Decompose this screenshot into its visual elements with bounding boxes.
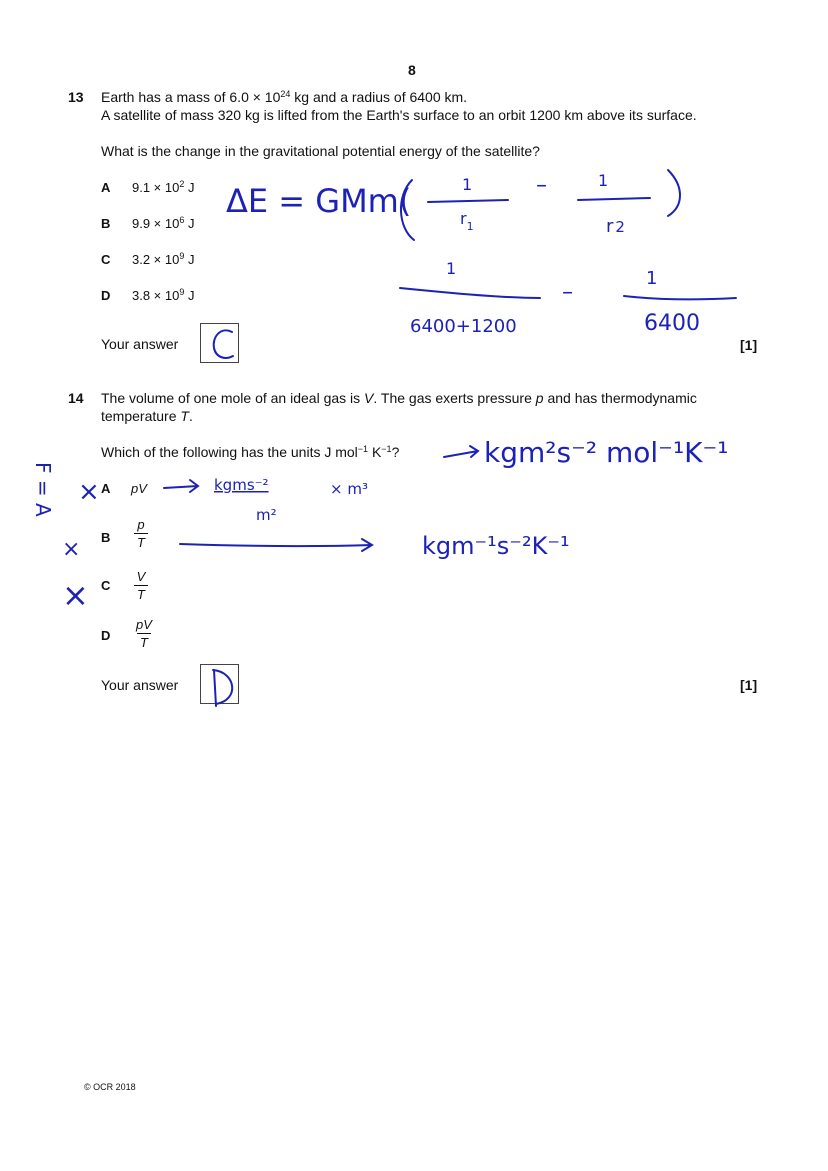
q14-option-b-arrow: [180, 539, 372, 551]
q14-option-b-units: kgm⁻¹s⁻²K⁻¹: [422, 532, 570, 560]
q14-option-d-den: T: [140, 635, 148, 650]
q14-option-c-den: T: [137, 587, 145, 602]
q13-option-c-text: $3.2 \times 10^9$ J: [132, 251, 195, 267]
q13-num-1a: 1: [462, 175, 473, 194]
q14-option-a-den: m²: [256, 506, 277, 524]
q13-minus-2: –: [562, 280, 573, 305]
q13-frac-bar-r1: [428, 200, 508, 202]
q14-cross-a: ×: [78, 477, 100, 507]
q13-num-1d: 1: [646, 268, 658, 289]
q13-line2: A satellite of mass 320 kg is lifted from the Earth's surface to an orbit 1200 km above its surface.: [101, 107, 697, 123]
q13-marks: [1]: [740, 337, 758, 353]
q14-option-a-arrow: [164, 480, 198, 492]
q13-option-d-letter: D: [101, 288, 111, 303]
q13-frac-bar-denom1: [400, 288, 540, 298]
q14-line1: The volume of one mole of an ideal gas is V. The gas exerts pressure p and has thermodynamic: [101, 390, 697, 406]
q13-option-c-letter: C: [101, 252, 111, 267]
q14-margin-formula: F = A: [31, 462, 55, 517]
q14-number: 14: [68, 390, 84, 406]
q13-handwritten-answer-c: [214, 330, 233, 358]
q13-denom-1: 6400+1200: [410, 316, 517, 337]
q13-r2: r 2: [606, 216, 625, 237]
q14-your-answer-label: Your answer: [101, 677, 179, 693]
q14-cross-c: ×: [62, 576, 89, 614]
q13-option-d-text: $3.8 \times 10^9$ J: [132, 287, 195, 303]
copyright-footer: © OCR 2018: [84, 1082, 136, 1092]
q14-option-a-times: × m³: [330, 480, 368, 498]
q14-question: Which of the following has the units J mol$^{-1}$ $K^{-1}$?: [101, 444, 400, 460]
q14-line2: temperature T.: [101, 408, 193, 424]
q14-option-a-units: kgms⁻²: [214, 476, 269, 494]
q13-line1-b: kg and a radius of 6400 km.: [290, 89, 468, 105]
q13-frac-bar-denom2: [624, 296, 736, 299]
q13-line1-a: Earth has a mass of 6.0 × 10: [101, 89, 281, 105]
q13-option-b-text: $9.9 \times 10^6$ J: [132, 215, 195, 231]
q13-frac-bar-r2: [578, 198, 650, 200]
q13-minus-1: –: [536, 173, 547, 198]
q13-num-1c: 1: [446, 259, 457, 278]
q13-close-bracket: [668, 170, 680, 216]
q13-line1-exp: 24: [280, 89, 291, 99]
q13-option-b-letter: B: [101, 216, 111, 231]
q14-option-c-letter: C: [101, 578, 111, 593]
q14-option-a-letter: A: [101, 481, 111, 496]
q14-option-d-letter: D: [101, 628, 111, 643]
q13-question: What is the change in the gravitational potential energy of the satellite?: [101, 143, 540, 159]
q14-option-a-expr: pV: [131, 481, 147, 496]
q14-marks: [1]: [740, 677, 758, 693]
q13-formula-start: ΔE = GMm(: [226, 182, 412, 220]
q13-number: 13: [68, 89, 84, 105]
q14-option-c-num: V: [136, 569, 146, 584]
q14-handwritten-answer-d: [213, 670, 232, 706]
q13-your-answer-label: Your answer: [101, 336, 179, 352]
q13-option-a-letter: A: [101, 180, 111, 195]
q13-option-a-text: $9.1 \times 10^2$ J: [132, 179, 195, 195]
q14-option-b-letter: B: [101, 530, 111, 545]
q13-num-1b: 1: [598, 171, 609, 190]
page-number: 8: [408, 62, 416, 78]
q14-option-b-num: p: [137, 517, 145, 532]
q14-units-note: kgm²s⁻² mol⁻¹K⁻¹: [484, 436, 729, 469]
q14-cross-b: ×: [62, 537, 81, 562]
q14-option-b-den: T: [137, 535, 145, 550]
q14-question-arrow: [444, 446, 478, 457]
q14-option-d-num: pV: [136, 617, 152, 632]
q13-denom-2: 6400: [644, 311, 700, 336]
q13-r1: $r_1$: [460, 209, 474, 233]
